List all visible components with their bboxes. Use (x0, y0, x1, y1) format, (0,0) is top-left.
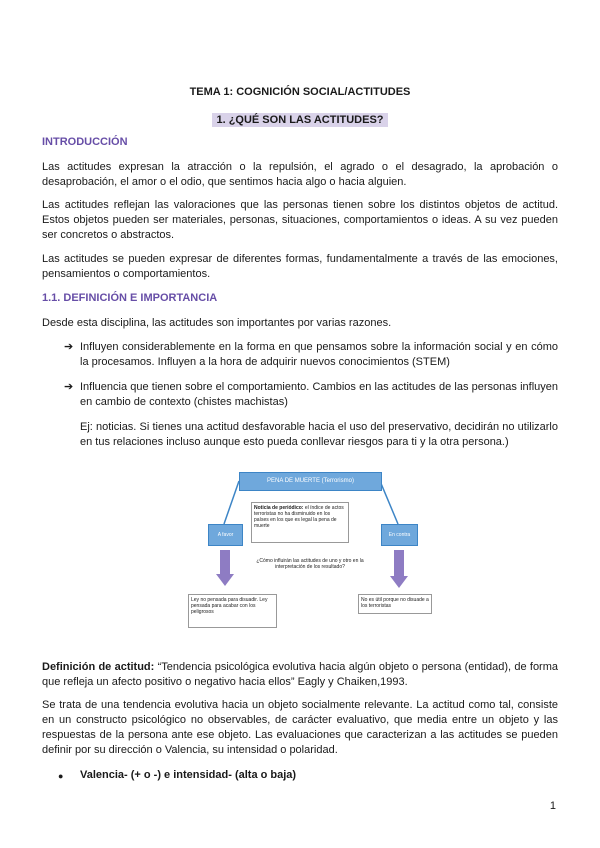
intro-paragraph-3: Las actitudes se pueden expresar de diferentes formas, fundamentalmente a través de las emociones, pensamientos o comportamientos. (42, 253, 558, 280)
arrowhead-left-icon (216, 574, 234, 586)
down-arrow-right-icon (394, 550, 404, 576)
page-number: 1 (549, 800, 556, 812)
definition-text: “Tendencia psicológica evolutiva hacia algún objeto o persona (entidad), de forma que refleja un afecto positivo o negativo hacia ellos” Eagly y Chaiken,1993. (42, 661, 559, 688)
diagram-question: ¿Cómo influirán las actitudes de uno y otro en la interpretación de los resultado? (256, 558, 364, 570)
tendency-paragraph: Se trata de una tendencia evolutiva hacia un objeto socialmente relevante. La actitud como tal, consiste en un constructo psicológico no observables, de carácter evaluativo, que media entre un objeto y las respuestas de la persona ante ese objeto. Las evaluaciones que caracterizan a las actitudes se pueden definir por su dirección o Valencia, su intensidad o polaridad. (42, 699, 558, 756)
document-title: TEMA 1: COGNICIÓN SOCIAL/ACTITUDES (189, 86, 411, 98)
diagram-top-box: PENA DE MUERTE (Terrorismo) (239, 472, 382, 491)
section-title (0, 110, 600, 128)
diagram-left-box: A favor (208, 524, 243, 546)
diagram-right-box: En contra (381, 524, 418, 546)
definition-heading: 1.1. DEFINICIÓN E IMPORTANCIA (42, 292, 218, 304)
bullet-item-2: Influencia que tienen sobre el comportamiento. Cambios en las actitudes de las personas influyen en cambio de contexto (chistes machistas) (80, 381, 558, 408)
valencia-item: Valencia- (+ o -) e intensidad- (alta o baja) (80, 769, 297, 781)
diagram-bottom-right-box: No es útil porque no disuade a los terroristas (358, 594, 432, 614)
note-label: Noticia de periódico: (254, 505, 304, 511)
down-arrow-left-icon (220, 550, 230, 574)
note-text: el índice de actos terroristas no ha disminuido en los países en los que es legal la pena de muerte (254, 505, 344, 529)
example-paragraph: Ej: noticias. Si tienes una actitud desfavorable hacia el uso del preservativo, decidirán no utilizarlo en tus relaciones incluso aunque esto pueda conllevar riesgos para ti y la otra persona.) (80, 421, 558, 448)
diagram-bottom-left-box: Ley no pensada para disuadir. Ley pensada para acabar con los peligrosos (188, 594, 277, 628)
definition-label: Definición de actitud: (42, 661, 155, 673)
bullet-item-1: Influyen considerablemente en la forma en que pensamos sobre la información social y en cómo la procesamos. Influyen a la hora de adquirir nuevos conocimientos (STEM) (80, 341, 558, 368)
section-title-text: 1. ¿QUÉ SON LAS ACTITUDES? (212, 113, 387, 127)
arrow-bullet-icon: ➔ (64, 341, 74, 353)
definition-intro: Desde esta disciplina, las actitudes son importantes por varias razones. (42, 317, 392, 329)
dot-bullet-icon: ● (58, 771, 64, 781)
arrow-bullet-icon: ➔ (64, 381, 74, 393)
death-penalty-diagram (188, 466, 434, 626)
intro-heading: INTRODUCCIÓN (42, 136, 128, 148)
definition-paragraph (42, 660, 558, 690)
intro-paragraph-1: Las actitudes expresan la atracción o la repulsión, el agrado o el desagrado, la aprobación o desaprobación, el amor o el odio, que sentimos hacia algo o hacia alguien. (42, 161, 558, 188)
arrowhead-right-icon (390, 576, 408, 588)
intro-paragraph-2: Las actitudes reflejan las valoraciones que las personas tienen sobre los distintos objetos de actitud. Estos objetos pueden ser materiales, personas, situaciones, comportamientos o ideas. A su vez pueden ser concretos o abstractos. (42, 199, 558, 241)
diagram-note-box (251, 502, 349, 543)
